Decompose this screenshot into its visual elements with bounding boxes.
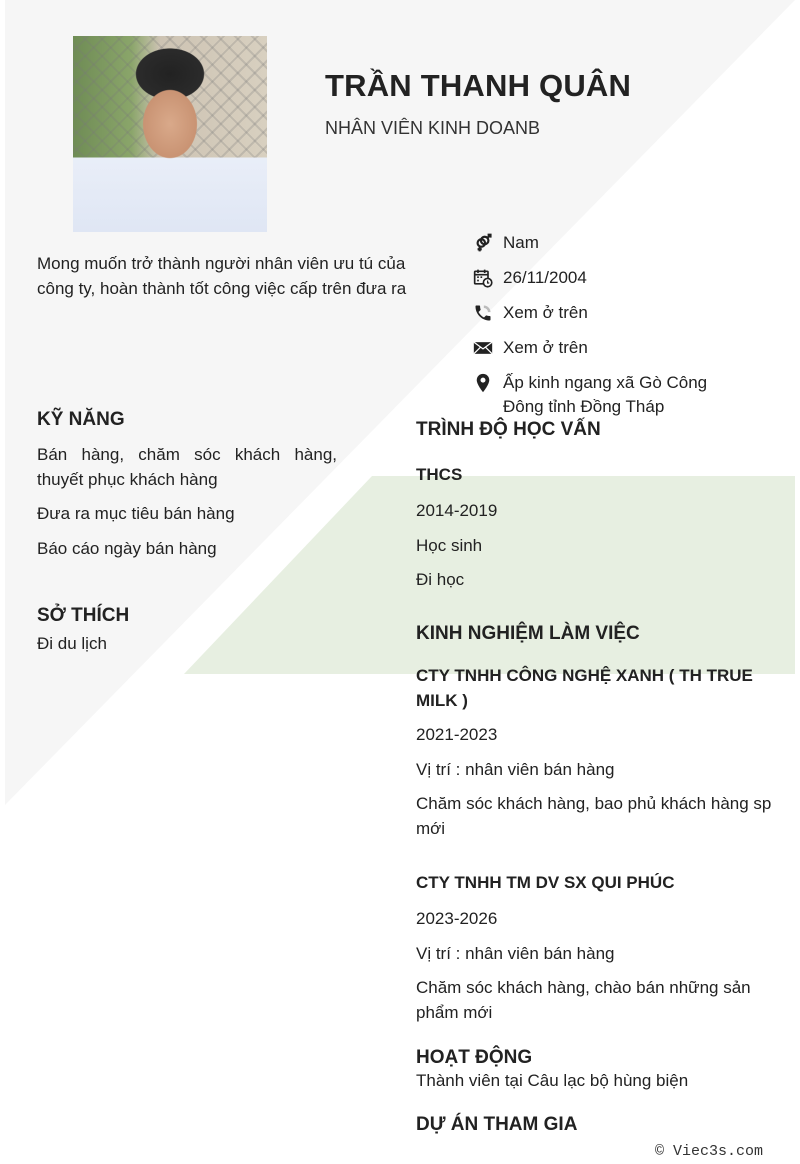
projects-section bbox=[416, 1114, 780, 1136]
experience-title: KINH NGHIỆM LÀM VIỆC bbox=[416, 623, 640, 644]
hobbies-title: SỞ THÍCH bbox=[37, 605, 130, 626]
education-description: Đi học bbox=[416, 570, 465, 589]
contact-birthday bbox=[472, 266, 772, 290]
contact-email bbox=[472, 336, 772, 360]
contact-address bbox=[472, 371, 772, 419]
education-school: THCS bbox=[416, 465, 463, 484]
experience-period: 2021-2023 bbox=[416, 725, 498, 744]
experience-company: CTY TNHH TM DV SX QUI PHÚC bbox=[416, 873, 675, 892]
phone-icon bbox=[472, 301, 494, 325]
contact-phone bbox=[472, 301, 772, 325]
gender-icon bbox=[472, 231, 494, 255]
experience-position: Vị trí : nhân viên bán hàng bbox=[416, 759, 615, 779]
contact-gender-value: Nam bbox=[503, 233, 539, 252]
candidate-name: TRẦN THANH QUÂN bbox=[325, 68, 632, 103]
career-objective: Mong muốn trở thành người nhân viên ưu tú của công ty, hoàn thành tốt công việc cấp trên đưa ra bbox=[37, 254, 407, 298]
education-period: 2014-2019 bbox=[416, 501, 498, 520]
experience-entry bbox=[416, 870, 780, 1025]
skill-item: Báo cáo ngày bán hàng bbox=[37, 538, 217, 558]
activities-title: HOẠT ĐỘNG bbox=[416, 1047, 533, 1068]
contact-email-value: Xem ở trên bbox=[503, 338, 588, 357]
education-title: TRÌNH ĐỘ HỌC VẤN bbox=[416, 419, 601, 440]
contact-birthday-value: 26/11/2004 bbox=[503, 268, 587, 287]
experience-period: 2023-2026 bbox=[416, 909, 498, 928]
contact-address-value: Ấp kinh ngang xã Gò Công Đông tỉnh Đồng Tháp bbox=[503, 373, 708, 416]
calendar-icon bbox=[472, 266, 494, 290]
job-title: NHÂN VIÊN KINH DOANB bbox=[325, 118, 541, 138]
experience-section bbox=[416, 623, 780, 1025]
projects-title: DỰ ÁN THAM GIA bbox=[416, 1114, 578, 1135]
education-role: Học sinh bbox=[416, 535, 483, 555]
profile-photo bbox=[73, 36, 267, 232]
activities-section bbox=[416, 1047, 780, 1094]
experience-position: Vị trí : nhân viên bán hàng bbox=[416, 943, 615, 963]
activity-item: Thành viên tại Câu lạc bộ hùng biện bbox=[416, 1071, 689, 1090]
location-icon bbox=[472, 371, 494, 395]
hobby-item: Đi du lịch bbox=[37, 634, 107, 653]
skill-item: Đưa ra mục tiêu bán hàng bbox=[37, 504, 235, 523]
contact-gender bbox=[472, 231, 772, 255]
experience-company: CTY TNHH CÔNG NGHỆ XANH ( TH TRUE MILK ) bbox=[416, 666, 753, 710]
email-icon bbox=[472, 336, 494, 360]
skills-title: KỸ NĂNG bbox=[37, 409, 125, 430]
contact-list bbox=[472, 231, 772, 430]
skills-section bbox=[37, 409, 337, 571]
education-section bbox=[416, 419, 780, 593]
experience-description: Chăm sóc khách hàng, bao phủ khách hàng sp mới bbox=[416, 794, 772, 838]
skill-item: Bán hàng, chăm sóc khách hàng, thuyết phục khách hàng bbox=[37, 445, 337, 489]
experience-description: Chăm sóc khách hàng, chào bán những sản phẩm mới bbox=[416, 978, 751, 1022]
experience-entry bbox=[416, 663, 780, 841]
contact-phone-value: Xem ở trên bbox=[503, 303, 588, 322]
footer-watermark: © Viec3s.com bbox=[654, 1143, 763, 1160]
hobbies-section bbox=[37, 605, 337, 657]
